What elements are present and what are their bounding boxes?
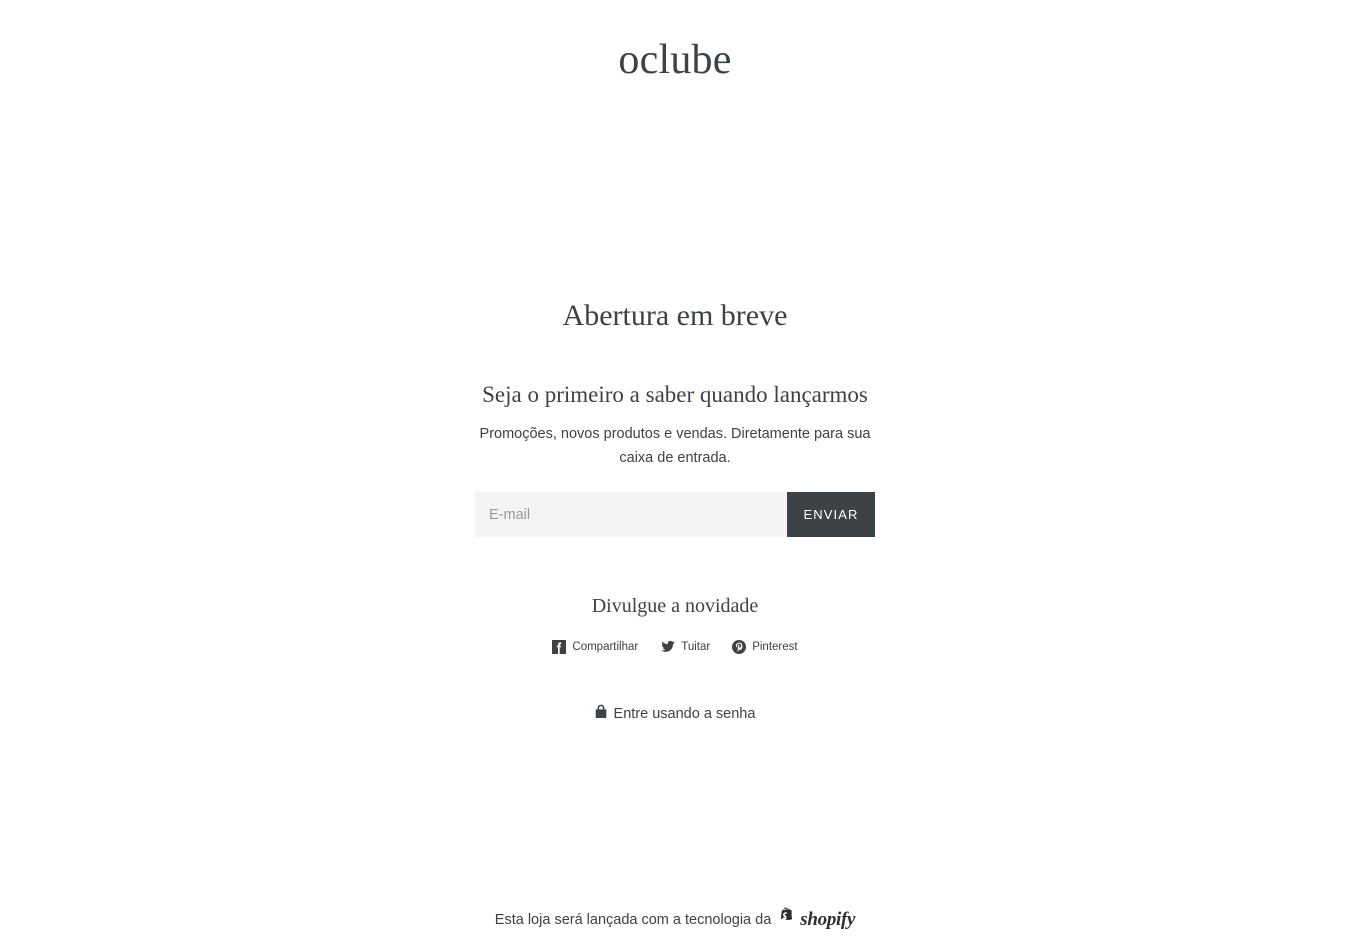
share-link-facebook[interactable] <box>552 640 638 654</box>
newsletter-section <box>475 378 875 537</box>
store-logo: oclube <box>618 37 732 83</box>
share-links <box>0 640 1350 654</box>
newsletter-form <box>475 492 875 537</box>
submit-button[interactable]: ENVIAR <box>787 492 875 537</box>
footer <box>0 907 1350 932</box>
lock-icon <box>595 704 607 723</box>
password-link-label: Entre usando a senha <box>613 705 756 722</box>
newsletter-description: Promoções, novos produtos e vendas. Diretamente para sua caixa de entrada. <box>479 426 871 466</box>
facebook-icon <box>552 640 566 654</box>
enter-with-password-link[interactable] <box>595 704 756 723</box>
share-link-label: Pinterest <box>752 641 798 653</box>
shopify-wordmark: shopify <box>800 908 856 930</box>
password-section <box>0 704 1350 724</box>
pinterest-icon <box>732 640 746 654</box>
email-input[interactable] <box>475 492 787 537</box>
shopify-link[interactable] <box>778 907 855 932</box>
share-heading: Divulgue a novidade <box>591 595 759 617</box>
share-link-pinterest[interactable] <box>732 640 797 654</box>
share-section <box>0 592 1350 654</box>
shopify-bag-icon <box>778 907 797 932</box>
share-link-label: Tuitar <box>681 641 711 653</box>
twitter-icon <box>660 640 675 654</box>
footer-text: Esta loja será lançada com a tecnologia da <box>494 911 772 928</box>
page-title: Abertura em breve <box>562 299 788 332</box>
share-link-twitter[interactable] <box>660 640 710 654</box>
newsletter-heading: Seja o primeiro a saber quando lançarmos <box>482 382 868 407</box>
share-link-label: Compartilhar <box>572 641 639 653</box>
